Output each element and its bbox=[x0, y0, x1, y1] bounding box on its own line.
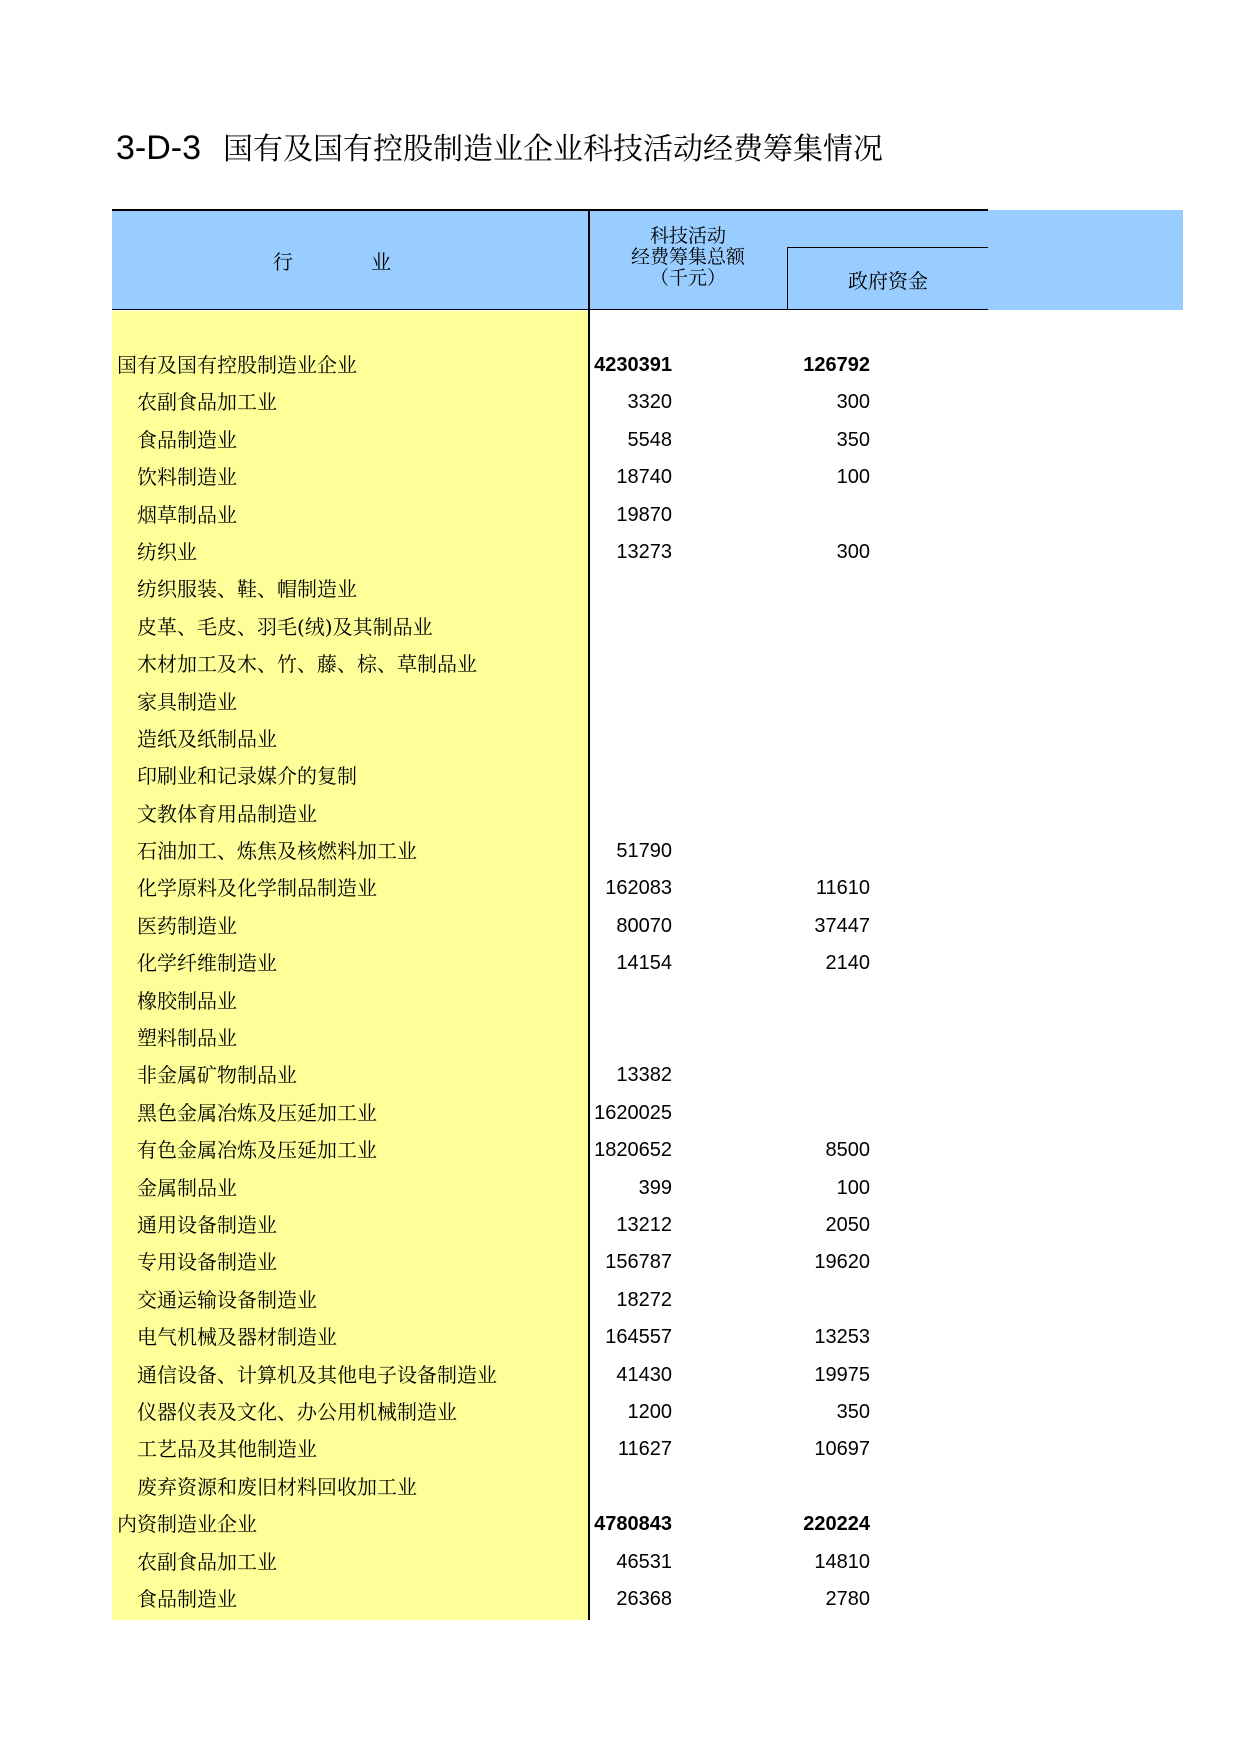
government-funds-value: 13253 bbox=[814, 1326, 870, 1349]
total-funds-value: 5548 bbox=[627, 428, 672, 451]
table-row bbox=[112, 1020, 988, 1057]
table-row bbox=[112, 534, 988, 571]
total-funds-value: 13382 bbox=[616, 1064, 672, 1087]
header-total-line-1: 科技活动 bbox=[649, 225, 726, 247]
total-funds-value bbox=[492, 684, 672, 721]
government-funds-value bbox=[690, 1282, 870, 1319]
industry-name: 化学纤维制造业 bbox=[137, 951, 277, 976]
total-funds-value: 164557 bbox=[605, 1326, 672, 1349]
table-row bbox=[112, 945, 988, 982]
total-funds-value: 14154 bbox=[616, 952, 672, 975]
total-funds-value: 162083 bbox=[605, 877, 672, 900]
industry-name: 专用设备制造业 bbox=[137, 1250, 277, 1275]
table-row bbox=[112, 422, 988, 459]
industry-name: 家具制造业 bbox=[137, 689, 237, 714]
table-row bbox=[112, 684, 988, 721]
table-row bbox=[112, 721, 988, 758]
government-funds-value bbox=[690, 1469, 870, 1506]
government-funds-value: 19620 bbox=[814, 1251, 870, 1274]
table-row bbox=[112, 347, 988, 384]
industry-name: 废弃资源和废旧材料回收加工业 bbox=[137, 1474, 417, 1499]
industry-name: 仪器仪表及文化、办公用机械制造业 bbox=[137, 1399, 457, 1424]
table-row bbox=[112, 1244, 988, 1281]
total-funds-value bbox=[492, 983, 672, 1020]
government-funds-value bbox=[690, 1057, 870, 1094]
industry-name: 医药制造业 bbox=[137, 913, 237, 938]
industry-name: 金属制品业 bbox=[137, 1175, 237, 1200]
industry-name: 木材加工及木、竹、藤、棕、草制品业 bbox=[137, 652, 477, 677]
total-funds-value: 3320 bbox=[627, 391, 672, 414]
government-funds-value: 2140 bbox=[825, 952, 870, 975]
total-funds-value: 19870 bbox=[616, 503, 672, 526]
government-funds-value bbox=[690, 1095, 870, 1132]
table-row bbox=[112, 1319, 988, 1356]
government-funds-value bbox=[690, 833, 870, 870]
industry-name: 有色金属冶炼及压延加工业 bbox=[137, 1138, 377, 1163]
industry-name: 塑料制品业 bbox=[137, 1026, 237, 1051]
total-funds-value bbox=[492, 646, 672, 683]
table-code: 3-D-3 bbox=[116, 129, 202, 167]
industry-name: 饮料制造业 bbox=[137, 465, 237, 490]
government-funds-value: 300 bbox=[836, 540, 870, 563]
industry-name: 非金属矿物制品业 bbox=[137, 1063, 297, 1088]
industry-name: 内资制造业企业 bbox=[117, 1512, 257, 1537]
total-funds-value: 18272 bbox=[616, 1288, 672, 1311]
government-funds-value: 100 bbox=[836, 1176, 870, 1199]
table-row bbox=[112, 1207, 988, 1244]
total-funds-value: 46531 bbox=[616, 1550, 672, 1573]
header-total-line-2: 经费筹集总额 bbox=[630, 246, 745, 268]
government-funds-value: 19975 bbox=[814, 1363, 870, 1386]
table-row bbox=[112, 1394, 988, 1431]
table-row bbox=[112, 1581, 988, 1618]
industry-name: 交通运输设备制造业 bbox=[137, 1287, 317, 1312]
total-funds-value bbox=[492, 1020, 672, 1057]
table-row bbox=[112, 758, 988, 795]
total-funds-value bbox=[492, 758, 672, 795]
industry-name: 化学原料及化学制品制造业 bbox=[137, 876, 377, 901]
total-funds-value: 80070 bbox=[616, 914, 672, 937]
table-row bbox=[112, 1431, 988, 1468]
table-row bbox=[112, 870, 988, 907]
government-funds-value: 10697 bbox=[814, 1438, 870, 1461]
table-row bbox=[112, 1282, 988, 1319]
government-funds-value bbox=[690, 497, 870, 534]
table-row bbox=[112, 1095, 988, 1132]
industry-name: 通信设备、计算机及其他电子设备制造业 bbox=[137, 1362, 497, 1387]
government-funds-value: 100 bbox=[836, 466, 870, 489]
table-title-text: 国有及国有控股制造业企业科技活动经费筹集情况 bbox=[223, 132, 884, 167]
industry-name: 橡胶制品业 bbox=[137, 988, 237, 1013]
header-government-funds: 政府资金 bbox=[848, 268, 928, 293]
total-funds-value: 13212 bbox=[616, 1213, 672, 1236]
government-funds-value bbox=[690, 684, 870, 721]
government-funds-value bbox=[690, 646, 870, 683]
total-funds-value bbox=[492, 721, 672, 758]
total-funds-value: 13273 bbox=[616, 540, 672, 563]
industry-name: 印刷业和记录媒介的复制 bbox=[137, 764, 357, 789]
government-funds-value: 350 bbox=[836, 1400, 870, 1423]
government-funds-value bbox=[690, 571, 870, 608]
table-row bbox=[112, 571, 988, 608]
total-funds-value: 51790 bbox=[616, 840, 672, 863]
table-row bbox=[112, 1057, 988, 1094]
industry-name: 工艺品及其他制造业 bbox=[137, 1437, 317, 1462]
industry-name: 石油加工、炼焦及核燃料加工业 bbox=[137, 839, 417, 864]
header-total-line-3: （千元） bbox=[649, 267, 726, 289]
industry-name: 纺织业 bbox=[137, 539, 197, 564]
government-funds-value: 350 bbox=[836, 428, 870, 451]
header-industry: 行 业 bbox=[272, 249, 428, 274]
industry-name: 烟草制品业 bbox=[137, 502, 237, 527]
total-funds-value bbox=[492, 796, 672, 833]
government-funds-value: 8500 bbox=[825, 1139, 870, 1162]
total-funds-value bbox=[492, 1469, 672, 1506]
total-funds-value: 1620025 bbox=[594, 1101, 672, 1124]
table-row bbox=[112, 1170, 988, 1207]
government-funds-value: 14810 bbox=[814, 1550, 870, 1573]
industry-name: 国有及国有控股制造业企业 bbox=[117, 353, 357, 377]
industry-name: 黑色金属冶炼及压延加工业 bbox=[137, 1100, 377, 1125]
government-funds-value: 126792 bbox=[803, 354, 870, 376]
total-funds-value: 41430 bbox=[616, 1363, 672, 1386]
table-row bbox=[112, 1132, 988, 1169]
table-row bbox=[112, 459, 988, 496]
table-row bbox=[112, 1469, 988, 1506]
government-funds-value: 300 bbox=[836, 391, 870, 414]
industry-name: 食品制造业 bbox=[137, 427, 237, 452]
government-funds-value: 220224 bbox=[803, 1513, 870, 1536]
industry-name: 通用设备制造业 bbox=[137, 1212, 277, 1237]
total-funds-value: 1820652 bbox=[594, 1139, 672, 1162]
total-funds-value: 156787 bbox=[605, 1251, 672, 1274]
industry-name: 电气机械及器材制造业 bbox=[137, 1325, 337, 1350]
total-funds-value: 26368 bbox=[616, 1587, 672, 1610]
table-row bbox=[112, 983, 988, 1020]
industry-name: 食品制造业 bbox=[137, 1586, 237, 1611]
table-row bbox=[112, 646, 988, 683]
government-funds-value: 2050 bbox=[825, 1213, 870, 1236]
table-row bbox=[112, 908, 988, 945]
government-funds-value bbox=[690, 609, 870, 646]
table-row bbox=[112, 1357, 988, 1394]
government-funds-value bbox=[690, 1020, 870, 1057]
table-body bbox=[112, 347, 988, 1618]
table-row bbox=[112, 796, 988, 833]
total-funds-value: 18740 bbox=[616, 466, 672, 489]
table-row bbox=[112, 1506, 988, 1543]
industry-name: 农副食品加工业 bbox=[137, 1549, 277, 1574]
industry-name: 文教体育用品制造业 bbox=[137, 801, 317, 826]
government-funds-value: 37447 bbox=[814, 914, 870, 937]
total-funds-value bbox=[492, 609, 672, 646]
industry-name: 纺织服装、鞋、帽制造业 bbox=[137, 577, 357, 602]
table-row bbox=[112, 384, 988, 421]
government-funds-value bbox=[690, 721, 870, 758]
total-funds-value: 399 bbox=[638, 1176, 672, 1199]
government-funds-value: 11610 bbox=[815, 877, 870, 900]
total-funds-value bbox=[492, 571, 672, 608]
industry-name: 皮革、毛皮、羽毛(绒)及其制品业 bbox=[137, 614, 433, 639]
table-row bbox=[112, 1544, 988, 1581]
table-row bbox=[112, 609, 988, 646]
total-funds-value: 1200 bbox=[627, 1400, 672, 1423]
government-funds-value bbox=[690, 758, 870, 795]
table-row bbox=[112, 833, 988, 870]
table-row bbox=[112, 497, 988, 534]
page-title bbox=[116, 124, 883, 168]
government-funds-value bbox=[690, 983, 870, 1020]
industry-name: 农副食品加工业 bbox=[137, 390, 277, 415]
total-funds-value: 4780843 bbox=[594, 1513, 672, 1536]
government-funds-value bbox=[690, 796, 870, 833]
total-funds-value: 11627 bbox=[617, 1438, 672, 1461]
header-total-funds bbox=[590, 226, 786, 289]
industry-name: 造纸及纸制品业 bbox=[137, 726, 277, 751]
total-funds-value: 4230391 bbox=[594, 354, 672, 376]
government-funds-value: 2780 bbox=[825, 1587, 870, 1610]
